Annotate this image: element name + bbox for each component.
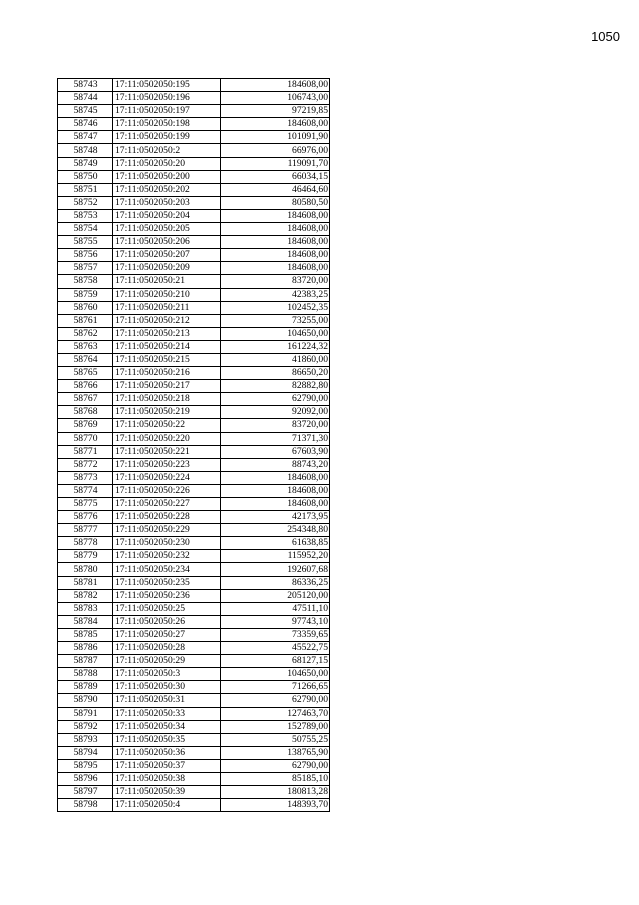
cadastral-value-cell: 104650,00 (221, 327, 330, 340)
row-number-cell: 58748 (58, 144, 113, 157)
cadastral-value-cell: 184608,00 (221, 498, 330, 511)
cadastral-number-cell: 17:11:0502050:221 (113, 445, 221, 458)
row-number-cell: 58767 (58, 393, 113, 406)
row-number-cell: 58793 (58, 733, 113, 746)
cadastral-number-cell: 17:11:0502050:199 (113, 131, 221, 144)
cadastral-number-cell: 17:11:0502050:209 (113, 262, 221, 275)
cadastral-number-cell: 17:11:0502050:34 (113, 720, 221, 733)
row-number-cell: 58765 (58, 367, 113, 380)
cadastral-number-cell: 17:11:0502050:219 (113, 406, 221, 419)
table-row (58, 209, 330, 222)
cadastral-value-cell: 184608,00 (221, 79, 330, 92)
row-number-cell: 58755 (58, 236, 113, 249)
table-row (58, 471, 330, 484)
cadastral-value-cell: 83720,00 (221, 275, 330, 288)
cadastral-number-cell: 17:11:0502050:200 (113, 170, 221, 183)
table-row (58, 759, 330, 772)
table-row (58, 681, 330, 694)
table-row (58, 196, 330, 209)
row-number-cell: 58777 (58, 524, 113, 537)
row-number-cell: 58745 (58, 105, 113, 118)
table-row (58, 275, 330, 288)
row-number-cell: 58770 (58, 432, 113, 445)
cadastral-number-cell: 17:11:0502050:211 (113, 301, 221, 314)
cadastral-value-cell: 62790,00 (221, 393, 330, 406)
row-number-cell: 58751 (58, 183, 113, 196)
table-row (58, 183, 330, 196)
row-number-cell: 58790 (58, 694, 113, 707)
cadastral-number-cell: 17:11:0502050:38 (113, 772, 221, 785)
cadastral-number-cell: 17:11:0502050:205 (113, 223, 221, 236)
cadastral-number-cell: 17:11:0502050:217 (113, 380, 221, 393)
table-row (58, 406, 330, 419)
table-row (58, 445, 330, 458)
cadastral-value-cell: 115952,20 (221, 550, 330, 563)
table-row (58, 92, 330, 105)
cadastral-value-cell: 86650,20 (221, 367, 330, 380)
cadastral-value-cell: 42173,95 (221, 511, 330, 524)
cadastral-number-cell: 17:11:0502050:206 (113, 236, 221, 249)
table-row (58, 524, 330, 537)
cadastral-number-cell: 17:11:0502050:235 (113, 576, 221, 589)
row-number-cell: 58760 (58, 301, 113, 314)
table-row (58, 157, 330, 170)
row-number-cell: 58787 (58, 655, 113, 668)
cadastral-value-cell: 184608,00 (221, 249, 330, 262)
cadastral-value-cell: 88743,20 (221, 458, 330, 471)
cadastral-value-cell: 119091,70 (221, 157, 330, 170)
cadastral-number-cell: 17:11:0502050:39 (113, 786, 221, 799)
cadastral-number-cell: 17:11:0502050:35 (113, 733, 221, 746)
row-number-cell: 58773 (58, 471, 113, 484)
cadastral-value-cell: 71266,65 (221, 681, 330, 694)
cadastral-number-cell: 17:11:0502050:216 (113, 367, 221, 380)
table-row (58, 668, 330, 681)
table-row (58, 144, 330, 157)
table-row (58, 602, 330, 615)
row-number-cell: 58758 (58, 275, 113, 288)
row-number-cell: 58756 (58, 249, 113, 262)
cadastral-value-cell: 184608,00 (221, 262, 330, 275)
row-number-cell: 58746 (58, 118, 113, 131)
cadastral-number-cell: 17:11:0502050:33 (113, 707, 221, 720)
table-row (58, 563, 330, 576)
cadastral-value-cell: 184608,00 (221, 118, 330, 131)
row-number-cell: 58775 (58, 498, 113, 511)
table-row (58, 105, 330, 118)
cadastral-value-cell: 184608,00 (221, 471, 330, 484)
row-number-cell: 58789 (58, 681, 113, 694)
cadastral-number-cell: 17:11:0502050:228 (113, 511, 221, 524)
table-row (58, 131, 330, 144)
row-number-cell: 58794 (58, 746, 113, 759)
row-number-cell: 58764 (58, 353, 113, 366)
cadastral-number-cell: 17:11:0502050:218 (113, 393, 221, 406)
cadastral-number-cell: 17:11:0502050:204 (113, 209, 221, 222)
cadastral-number-cell: 17:11:0502050:27 (113, 628, 221, 641)
row-number-cell: 58757 (58, 262, 113, 275)
cadastral-value-cell: 71371,30 (221, 432, 330, 445)
cadastral-number-cell: 17:11:0502050:234 (113, 563, 221, 576)
row-number-cell: 58783 (58, 602, 113, 615)
cadastral-value-cell: 192607,68 (221, 563, 330, 576)
row-number-cell: 58759 (58, 288, 113, 301)
row-number-cell: 58771 (58, 445, 113, 458)
cadastral-number-cell: 17:11:0502050:214 (113, 340, 221, 353)
cadastral-number-cell: 17:11:0502050:197 (113, 105, 221, 118)
table-row (58, 432, 330, 445)
cadastral-value-cell: 92092,00 (221, 406, 330, 419)
cadastral-value-cell: 46464,60 (221, 183, 330, 196)
cadastral-value-cell: 127463,70 (221, 707, 330, 720)
cadastral-number-cell: 17:11:0502050:28 (113, 642, 221, 655)
row-number-cell: 58766 (58, 380, 113, 393)
cadastral-number-cell: 17:11:0502050:215 (113, 353, 221, 366)
table-row (58, 720, 330, 733)
cadastral-number-cell: 17:11:0502050:213 (113, 327, 221, 340)
cadastral-number-cell: 17:11:0502050:37 (113, 759, 221, 772)
row-number-cell: 58779 (58, 550, 113, 563)
row-number-cell: 58782 (58, 589, 113, 602)
table-row (58, 380, 330, 393)
row-number-cell: 58791 (58, 707, 113, 720)
cadastral-value-cell: 106743,00 (221, 92, 330, 105)
table-row (58, 262, 330, 275)
cadastral-value-cell: 61638,85 (221, 537, 330, 550)
table-row (58, 537, 330, 550)
row-number-cell: 58743 (58, 79, 113, 92)
cadastral-value-cell: 148393,70 (221, 799, 330, 812)
table-row (58, 733, 330, 746)
row-number-cell: 58752 (58, 196, 113, 209)
cadastral-value-cell: 41860,00 (221, 353, 330, 366)
row-number-cell: 58761 (58, 314, 113, 327)
cadastral-value-cell: 184608,00 (221, 209, 330, 222)
cadastral-number-cell: 17:11:0502050:230 (113, 537, 221, 550)
table-row (58, 353, 330, 366)
table-row (58, 458, 330, 471)
table-row (58, 79, 330, 92)
row-number-cell: 58798 (58, 799, 113, 812)
table-row (58, 655, 330, 668)
table-row (58, 589, 330, 602)
cadastral-value-cell: 161224,32 (221, 340, 330, 353)
row-number-cell: 58769 (58, 419, 113, 432)
row-number-cell: 58796 (58, 772, 113, 785)
row-number-cell: 58749 (58, 157, 113, 170)
cadastral-number-cell: 17:11:0502050:226 (113, 484, 221, 497)
cadastral-number-cell: 17:11:0502050:236 (113, 589, 221, 602)
table-row (58, 772, 330, 785)
cadastral-number-cell: 17:11:0502050:227 (113, 498, 221, 511)
row-number-cell: 58747 (58, 131, 113, 144)
cadastral-number-cell: 17:11:0502050:3 (113, 668, 221, 681)
cadastral-value-cell: 97219,85 (221, 105, 330, 118)
cadastral-value-cell: 50755,25 (221, 733, 330, 746)
table-row (58, 327, 330, 340)
cadastral-number-cell: 17:11:0502050:223 (113, 458, 221, 471)
cadastral-number-cell: 17:11:0502050:207 (113, 249, 221, 262)
cadastral-number-cell: 17:11:0502050:31 (113, 694, 221, 707)
cadastral-number-cell: 17:11:0502050:229 (113, 524, 221, 537)
cadastral-value-cell: 68127,15 (221, 655, 330, 668)
row-number-cell: 58795 (58, 759, 113, 772)
row-number-cell: 58754 (58, 223, 113, 236)
row-number-cell: 58788 (58, 668, 113, 681)
table-row (58, 419, 330, 432)
cadastral-value-cell: 152789,00 (221, 720, 330, 733)
row-number-cell: 58774 (58, 484, 113, 497)
table-row (58, 615, 330, 628)
cadastral-value-cell: 104650,00 (221, 668, 330, 681)
table-row (58, 367, 330, 380)
row-number-cell: 58778 (58, 537, 113, 550)
table-body (58, 79, 330, 812)
cadastral-number-cell: 17:11:0502050:20 (113, 157, 221, 170)
table-row (58, 314, 330, 327)
row-number-cell: 58780 (58, 563, 113, 576)
row-number-cell: 58792 (58, 720, 113, 733)
cadastral-value-cell: 138765,90 (221, 746, 330, 759)
table-row (58, 799, 330, 812)
row-number-cell: 58768 (58, 406, 113, 419)
cadastral-number-cell: 17:11:0502050:198 (113, 118, 221, 131)
cadastral-number-cell: 17:11:0502050:224 (113, 471, 221, 484)
cadastral-number-cell: 17:11:0502050:196 (113, 92, 221, 105)
table-row (58, 628, 330, 641)
cadastral-value-cell: 82882,80 (221, 380, 330, 393)
cadastral-value-cell: 47511,10 (221, 602, 330, 615)
cadastral-value-cell: 101091,90 (221, 131, 330, 144)
cadastral-value-cell: 205120,00 (221, 589, 330, 602)
table-row (58, 694, 330, 707)
table-row (58, 786, 330, 799)
page-number: 1050 (591, 29, 620, 44)
table-row (58, 223, 330, 236)
table-row (58, 484, 330, 497)
table-row (58, 746, 330, 759)
row-number-cell: 58753 (58, 209, 113, 222)
cadastral-value-cell: 86336,25 (221, 576, 330, 589)
cadastral-value-cell: 45522,75 (221, 642, 330, 655)
cadastral-number-cell: 17:11:0502050:29 (113, 655, 221, 668)
cadastral-value-cell: 80580,50 (221, 196, 330, 209)
table-row (58, 288, 330, 301)
table-row (58, 236, 330, 249)
cadastral-number-cell: 17:11:0502050:212 (113, 314, 221, 327)
table-row (58, 642, 330, 655)
table-row (58, 511, 330, 524)
cadastral-number-cell: 17:11:0502050:21 (113, 275, 221, 288)
cadastral-number-cell: 17:11:0502050:210 (113, 288, 221, 301)
cadastral-number-cell: 17:11:0502050:30 (113, 681, 221, 694)
row-number-cell: 58762 (58, 327, 113, 340)
row-number-cell: 58786 (58, 642, 113, 655)
cadastral-number-cell: 17:11:0502050:202 (113, 183, 221, 196)
cadastral-value-cell: 184608,00 (221, 484, 330, 497)
cadastral-value-cell: 66034,15 (221, 170, 330, 183)
cadastral-number-cell: 17:11:0502050:220 (113, 432, 221, 445)
row-number-cell: 58797 (58, 786, 113, 799)
row-number-cell: 58763 (58, 340, 113, 353)
row-number-cell: 58785 (58, 628, 113, 641)
row-number-cell: 58784 (58, 615, 113, 628)
row-number-cell: 58744 (58, 92, 113, 105)
cadastral-value-cell: 62790,00 (221, 759, 330, 772)
cadastral-value-cell: 66976,00 (221, 144, 330, 157)
cadastral-value-cell: 102452,35 (221, 301, 330, 314)
cadastral-number-cell: 17:11:0502050:22 (113, 419, 221, 432)
row-number-cell: 58750 (58, 170, 113, 183)
cadastral-value-cell: 184608,00 (221, 236, 330, 249)
cadastral-value-cell: 180813,28 (221, 786, 330, 799)
table-row (58, 576, 330, 589)
cadastral-value-cell: 73255,00 (221, 314, 330, 327)
table-row (58, 301, 330, 314)
cadastral-value-cell: 254348,80 (221, 524, 330, 537)
cadastral-number-cell: 17:11:0502050:203 (113, 196, 221, 209)
table-row (58, 170, 330, 183)
cadastral-value-cell: 73359,65 (221, 628, 330, 641)
row-number-cell: 58776 (58, 511, 113, 524)
table-row (58, 393, 330, 406)
table-row (58, 707, 330, 720)
cadastral-value-cell: 42383,25 (221, 288, 330, 301)
cadastral-value-cell: 184608,00 (221, 223, 330, 236)
cadastral-number-cell: 17:11:0502050:195 (113, 79, 221, 92)
row-number-cell: 58781 (58, 576, 113, 589)
cadastral-value-cell: 85185,10 (221, 772, 330, 785)
cadastral-number-cell: 17:11:0502050:4 (113, 799, 221, 812)
table-row (58, 498, 330, 511)
cadastral-number-cell: 17:11:0502050:2 (113, 144, 221, 157)
row-number-cell: 58772 (58, 458, 113, 471)
cadastral-number-cell: 17:11:0502050:26 (113, 615, 221, 628)
cadastral-number-cell: 17:11:0502050:232 (113, 550, 221, 563)
table-row (58, 340, 330, 353)
table-row (58, 118, 330, 131)
table-row (58, 249, 330, 262)
cadastral-value-cell: 67603,90 (221, 445, 330, 458)
cadastral-value-table (57, 78, 330, 812)
cadastral-number-cell: 17:11:0502050:25 (113, 602, 221, 615)
cadastral-value-cell: 83720,00 (221, 419, 330, 432)
cadastral-number-cell: 17:11:0502050:36 (113, 746, 221, 759)
cadastral-value-cell: 97743,10 (221, 615, 330, 628)
cadastral-value-cell: 62790,00 (221, 694, 330, 707)
table-row (58, 550, 330, 563)
